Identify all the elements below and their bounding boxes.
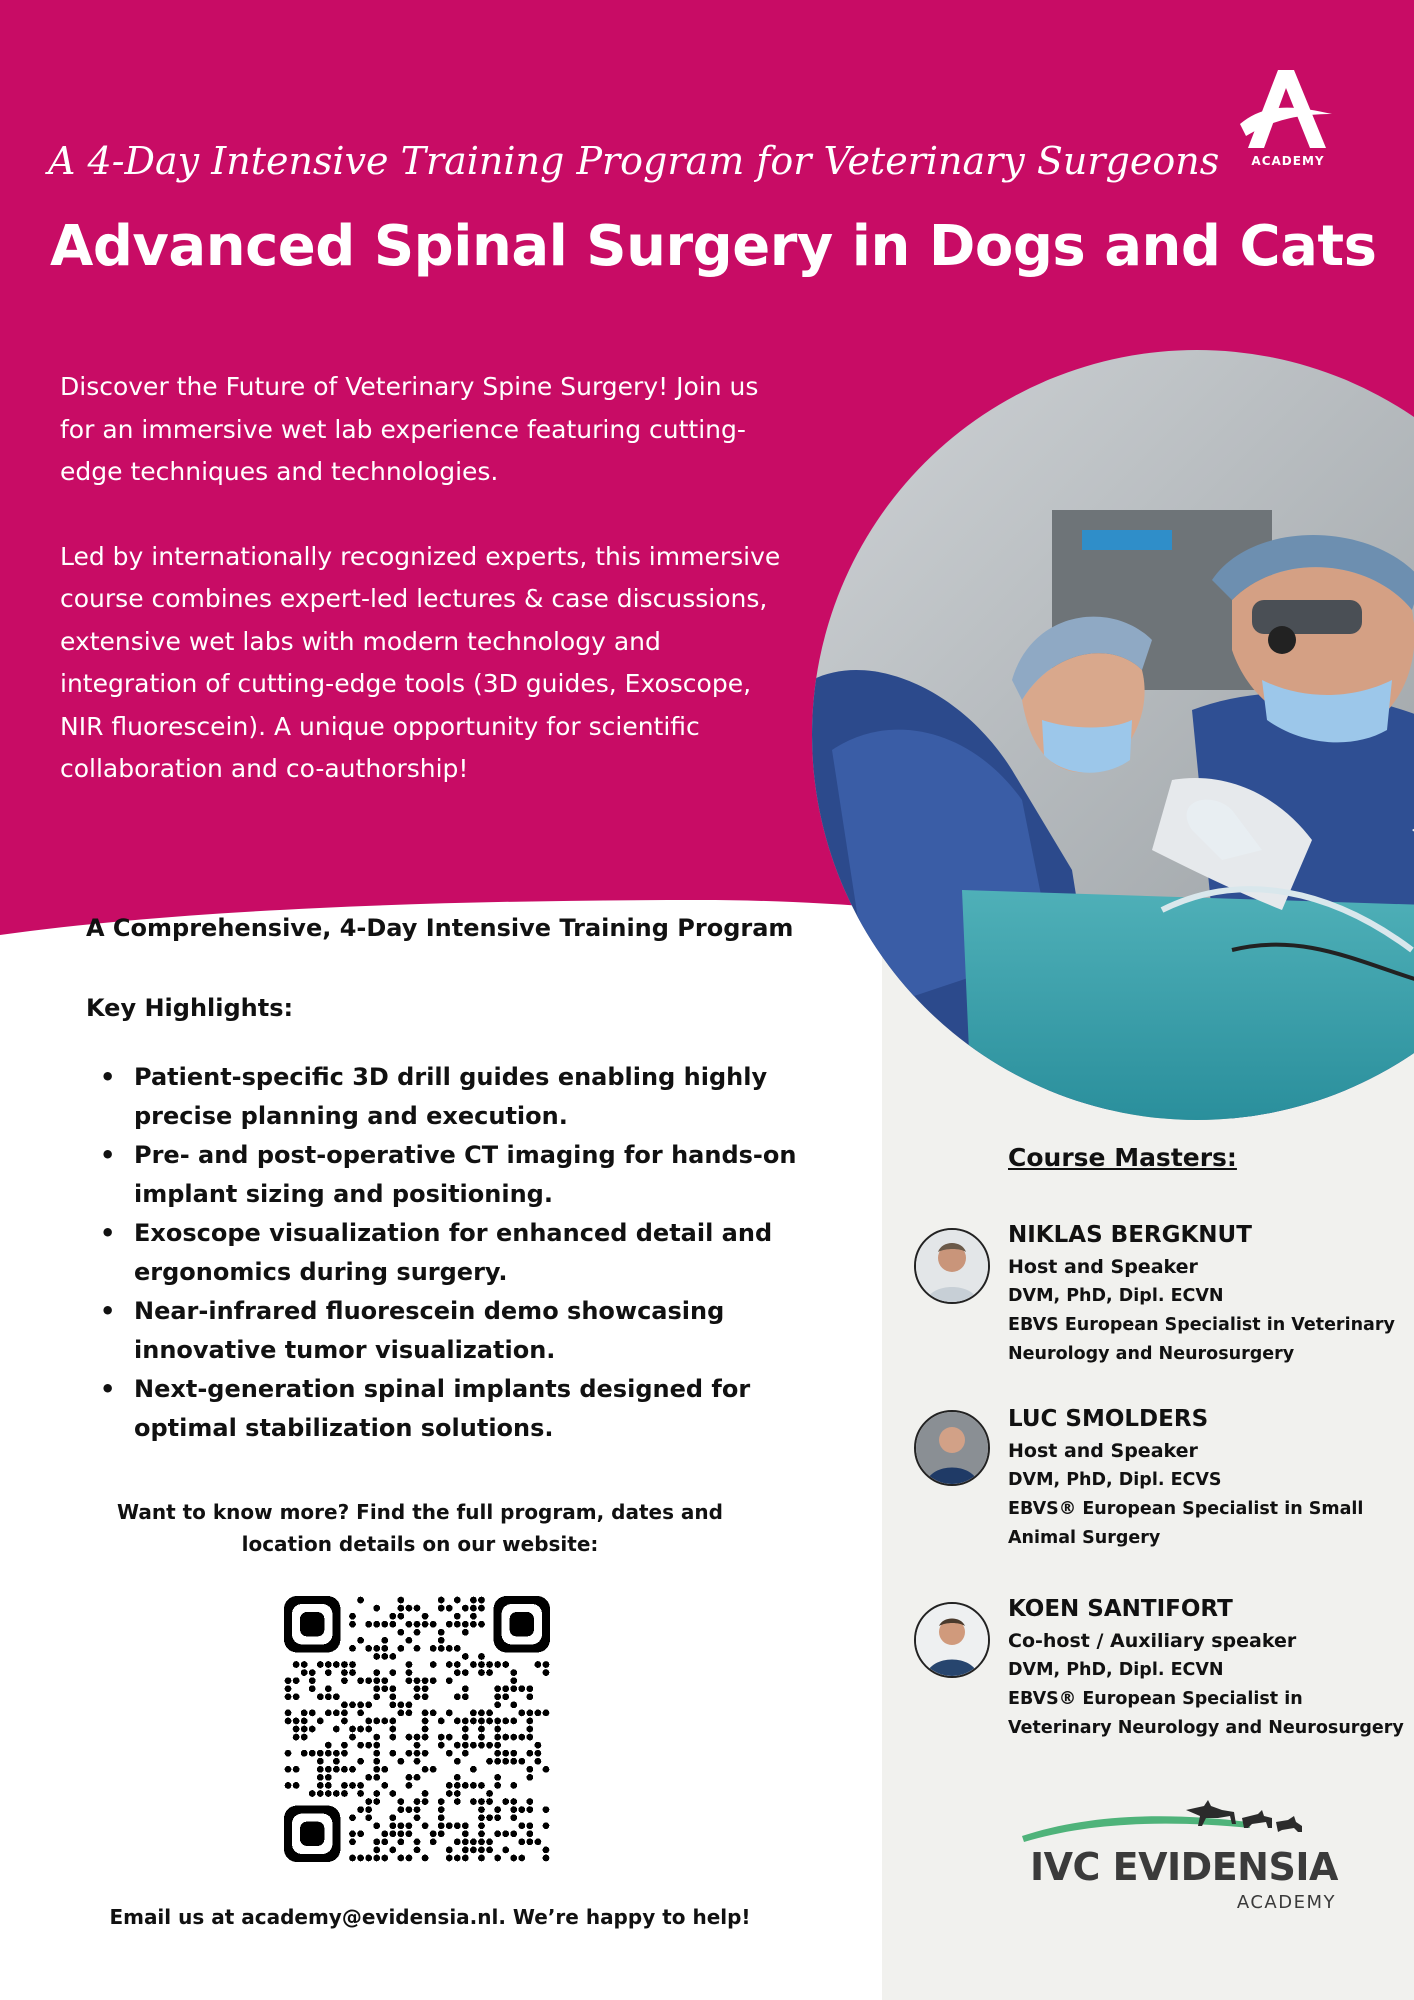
person-icon [916,1230,988,1302]
master-degrees: DVM, PhD, Dipl. ECVS [1008,1470,1222,1490]
person-icon [916,1412,988,1484]
academy-logo-label: ACADEMY [1251,154,1325,168]
masters-heading: Course Masters: [1008,1143,1237,1172]
page-title: Advanced Spinal Surgery in Dogs and Cats [50,214,1377,279]
highlights-heading: Key Highlights: [86,994,294,1022]
program-section [86,908,806,1448]
intro-paragraph-2: Led by internationally recognized experts, this immersive course combines expert-led lectures & case discussions, extensive wet labs with modern technology and integration of cutting-edge tools (3D guides, Exoscope, NIR fluorescein). A unique opportunity for scientific collaboration and co-authorship! [60,541,781,783]
list-item: • Next-generation spinal implants designed for optimal stabilization solutions. [86,1370,806,1448]
master-role: Host and Speaker [1008,1256,1198,1278]
master-koen [1008,1592,1408,1743]
master-degrees: DVM, PhD, Dipl. ECVN [1008,1660,1224,1680]
brand-name: IVC EVIDENSIA [1030,1845,1338,1889]
master-name: NIKLAS BERGKNUT [1008,1222,1252,1248]
master-luc [1008,1402,1408,1553]
avatar [914,1602,990,1678]
list-item: • Pre- and post-operative CT imaging for hands-on implant sizing and positioning. [86,1136,806,1214]
master-name: LUC SMOLDERS [1008,1406,1209,1432]
program-heading: A Comprehensive, 4-Day Intensive Training Program [86,914,794,942]
list-item: • Exoscope visualization for enhanced detail and ergonomics during surgery. [86,1214,806,1292]
person-icon [916,1604,988,1676]
more-info-text: Want to know more? Find the full program, dates and location details on our website: [117,1500,723,1556]
master-specialty: EBVS European Specialist in Veterinary Neurology and Neurosurgery [1008,1315,1395,1364]
page-subtitle: A 4-Day Intensive Training Program for Veterinary Surgeons [48,139,1220,183]
master-name: KOEN SANTIFORT [1008,1596,1233,1622]
list-item: • Patient-specific 3D drill guides enabling highly precise planning and execution. [86,1058,806,1136]
surgery-photo [812,350,1414,1120]
intro-paragraph-1: Discover the Future of Veterinary Spine Surgery! Join us for an immersive wet lab experience featuring cutting-edge techniques and technologies. [60,372,759,486]
email-text: Email us at academy@evidensia.nl. We’re happy to help! [109,1905,751,1929]
master-specialty: EBVS® European Specialist in Small Animal Surgery [1008,1499,1364,1548]
master-role: Host and Speaker [1008,1440,1198,1462]
highlights-list [86,1058,806,1448]
qr-code-icon[interactable] [284,1596,550,1862]
master-role: Co-host / Auxiliary speaker [1008,1630,1297,1652]
master-specialty: EBVS® European Specialist in Veterinary Neurology and Neurosurgery [1008,1689,1404,1738]
intro-text [60,366,800,833]
avatar [914,1228,990,1304]
avatar [914,1410,990,1486]
brand-sub: ACADEMY [1236,1892,1336,1913]
master-degrees: DVM, PhD, Dipl. ECVN [1008,1286,1224,1306]
master-niklas [1008,1218,1408,1369]
list-item: • Near-infrared fluorescein demo showcasing innovative tumor visualization. [86,1292,806,1370]
